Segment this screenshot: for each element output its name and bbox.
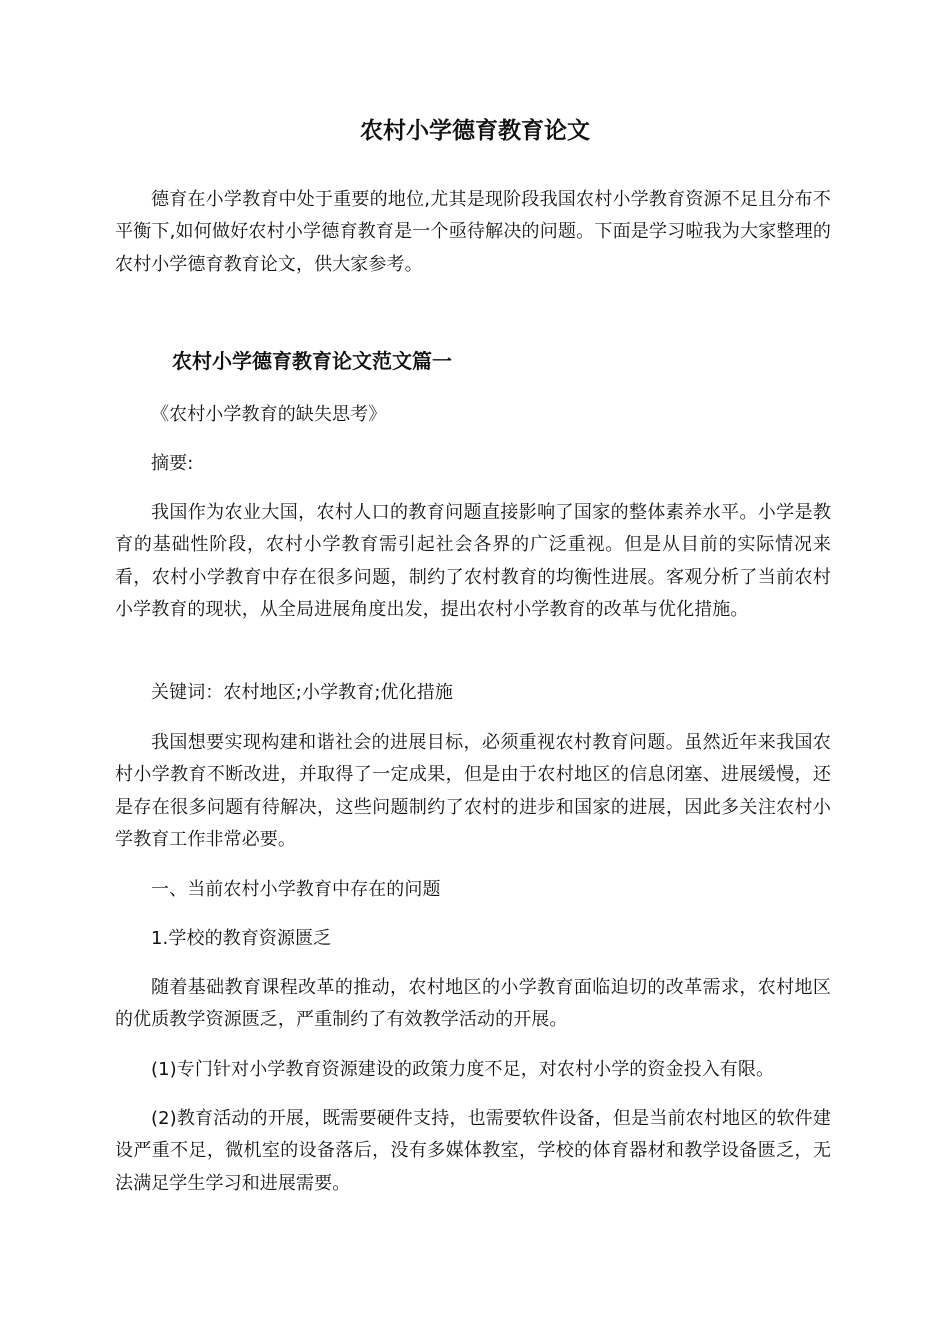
article-title: 《农村小学教育的缺失思考》 (151, 404, 387, 425)
part1-heading: 一、当前农村小学教育中存在的问题 (151, 879, 441, 900)
abstract-label: 摘要: (151, 453, 194, 474)
point2-paragraph: (2)教育活动的开展，既需要硬件支持，也需要软件设备，但是当前农村地区的软件建设严重不足，微机室的设备落后，没有多媒体教室，学校的体育器材和教学设备匮乏，无法满足学生学习和进展需要。 (115, 1108, 831, 1194)
intro-paragraph: 德育在小学教育中处于重要的地位,尤其是现阶段我国农村小学教育资源不足且分布不平衡下,如何做好农村小学德育教育是一个亟待解决的问题。下面是学习啦我为大家整理的农村小学德育教育论文，供大家参考。 (115, 189, 831, 275)
keywords-line: 关键词：农村地区;小学教育;优化措施 (151, 682, 453, 703)
point1-paragraph: (1)专门针对小学教育资源建设的政策力度不足，对农村小学的资金投入有限。 (151, 1059, 775, 1080)
abstract-paragraph: 我国作为农业大国，农村人口的教育问题直接影响了国家的整体素养水平。小学是教育的基础性阶段，农村小学教育需引起社会各界的广泛重视。但是从目前的实际情况来看，农村小学教育中存在很多问题，制约了农村教育的均衡性进展。客观分析了当前农村小学教育的现状，从全局进展角度出发，提出农村小学教育的改革与优化措施。 (115, 502, 831, 621)
section-heading: 农村小学德育教育论文范文篇一 (172, 349, 452, 373)
body-intro-paragraph: 我国想要实现构建和谐社会的进展目标，必须重视农村教育问题。虽然近年来我国农村小学教育不断改进，并取得了一定成果，但是由于农村地区的信息闭塞、进展缓慢，还是存在很多问题有待解决，这些问题制约了农村的进步和国家的进展，因此多关注农村小学教育工作非常必要。 (115, 732, 831, 851)
document-title: 农村小学德育教育论文 (360, 118, 590, 144)
sub1-heading: 1.学校的教育资源匮乏 (151, 928, 332, 949)
sub1-paragraph: 随着基础教育课程改革的推动，农村地区的小学教育面临迫切的改革需求，农村地区的优质教学资源匮乏，严重制约了有效教学活动的开展。 (115, 977, 831, 1031)
